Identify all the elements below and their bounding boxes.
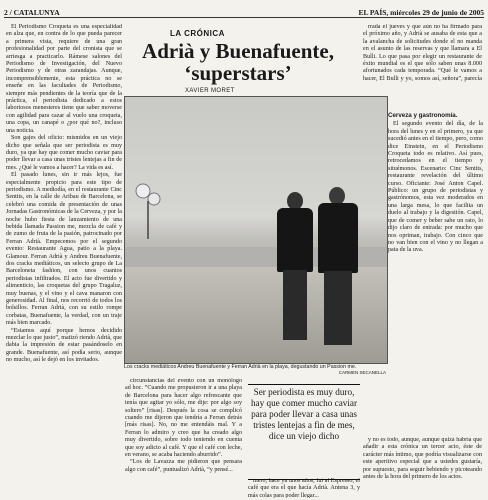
column-1 <box>6 24 122 494</box>
paragraph: El Periodismo Croqueta es una especialidad en alza que, en contra de lo que pueda parecer a primera vista, requiere de una gran profesionalidad por parte del cronista que se arriesga a practicarlo. Rámese salones del Periodismo de Investigación, del Nuevo Periodismo y de otras zarandajas. Aunque, incomprensiblemente, esta práctica no se enseñe en las facultades de Periodismo, siempre más pendientes de la teoría que de la práctica, el periodista dedicado a estos laboriosos menesteres tiene que saber moverse con agilidad para cazar al vuelo una croqueta, una copa, un canapé o ¿por qué no?, incluso una noticia. <box>6 24 122 134</box>
person-adria <box>275 192 315 342</box>
paragraph: El segundo evento del día, de la hora del lunes y en el primero, ya que sucedió antes en el tiempo, pero, como dice Einstein, en el Periodismo Croqueta todo es relativo. Así pues, retrocedamos en el tiempo y situémonos. Escenario: Cinc Sentits, restaurante revelación del último curso. Oficiante: José Anton Capel. Público: un grupo de periodistas y gastrónomos, esta vez moderados en una larga mesa, lo que facilita un duelo al trabajo y la digestión. Capel, que de comer y beber sabe un rato, lo dijo claro de entrada: por mucho que nos opriman, trabajo. Con cinco que no van bien con el vino y no llegan a pata de la uva. <box>388 121 483 254</box>
pull-quote: Ser periodista es muy duro, hay que comer mucho caviar para poder llevar a casa unas tristes lentejas a fin de mes, dice un viejo dicho <box>248 384 360 480</box>
paragraph: circunstancias del evento con un monólogo ad hoc. “Cuando me propusieron ir a una playa de Barcelona para hacer algo refrescante que tenía que agitar yo sólo, me dije: por algo soy soltero” [risas]. Después la cosa se complicó cuando me dijeron que tendría a Ferran detrás [más risas]. No, no me entendáis mal. Y a Ferran lo admiro y creo que ha creado algo muy divertido, sobre todo teniendo en cuenta que soy adicto al café. Y que el café con leche, en verano, se acaba haciendo aburrido”. <box>125 378 242 459</box>
caption-text: Los cracks mediáticos Andreu Buenafuente y Ferran Adrià en la playa, degustando un Passion me. <box>124 364 357 370</box>
article-photo <box>124 96 388 364</box>
column-2b <box>248 478 360 498</box>
section-kicker: LA CRÓNICA <box>170 29 225 38</box>
paragraph: “Estamos aquí porque hemos decidido mezclar lo que justo”, matizó riendo Adrià, que dabia la impresión de estar pasándoselo en grande. Buenafuente, así podía serio, aunque no mucho, así le dejó en los invitados. <box>6 327 122 364</box>
paragraph: rrada el jueves y que aún no ha firmado para el próximo año, y Adrià se ausaba de esta que a la avalancha de solicitudes donde el no manda en el asunto de las reservas y que llamara a El Bulli. Lo que pasa por elegir un restaurante de éxito mundial es el que sólo saben unas 8.000 afortunados cada temporada. “Qué le vamos a hacer, El Bulli y yo, somos así, señora”, parecía <box>363 24 482 82</box>
paragraph: mero, hace ya unos años, fui al Espresso, el café que era el que hacía Adrià. Antena 3, y más colas para poder llegar... <box>248 478 360 498</box>
paragraph: “Los de Lavazza me pidieron que pensara algo con café”, puntualizó Adrià, “y pensé... <box>125 459 242 473</box>
page-header <box>4 3 484 18</box>
subheading: Cerveza y gastronomía. <box>388 112 458 119</box>
section-label: 2 / CATALUNYA <box>4 8 60 17</box>
person-buenafuente <box>315 187 360 347</box>
column-2 <box>125 378 242 496</box>
paragraph: y no es todo, aunque, aunque quizá habría que añadir a esta crónica un tercer acto, éste de carácter más íntimo, que podría visualizarse con este aperitivo especial que a ustedes gustaría, por supuesto, para seguir bebiendo y picoteando antes de la hora del primero de los actos. <box>363 437 482 481</box>
photo-caption <box>124 364 386 375</box>
column-3-middle <box>388 110 483 440</box>
article-title: Adrià y Buenafuente, ‘superstars’ <box>142 39 334 85</box>
masthead-date: EL PAÍS, miércoles 29 de junio de 2005 <box>358 8 484 17</box>
column-3-bottom <box>363 437 482 497</box>
byline: XAVIER MORET <box>185 88 235 94</box>
paragraph: El pasado lunes, sin ir más lejos, fue especialmente propicio para este tipo de periodismo. A mediodía, en el restaurante Cinc Sentits, en la calle de Aribau de Barcelona, se celebró una comida de presentación de unas Jornadas Gastronómicas de la Cerveza, y por la noche hubo fiesta de lanzamiento de una bebida llamada Passion me, mezcla de café y de zumo de fruta de la pasión, patrocinado por Ferran Adrià. Empecemos por el segundo evento: Restaurante Agua, patio a la playa. Glamour. Ferran Adrià y Andreu Buenafuente, dos cracks mediáticos, un selecto grupo de La Barceloneta fashion, con unos cuantos periodistas infiltrados. El acto fue divertido y alimenticio, las croquetas del grupo Tragaluz, muy buenas, y el vino y el cava manaron con generosidad. Al final, nos recorrió de todos los bolsillos. Ferran Adrià, con su estilo rompe corbatas, Buenafuente, la verdad, con un traje más bien marcado. <box>6 172 122 327</box>
column-3-top <box>363 24 482 82</box>
lamp-icon <box>133 181 163 241</box>
paragraph: Son gajes del oficio: mismidos en un viejo dicho que señala que ser periodista es muy duro, ya que hay que comer mucho caviar para poder llevar a casa unas tristes lentejas a fin de mes. ¿Qué le vamos a hacer? La vida es así. <box>6 135 122 171</box>
photo-credit: CARMEN SECANELLA <box>338 370 386 375</box>
